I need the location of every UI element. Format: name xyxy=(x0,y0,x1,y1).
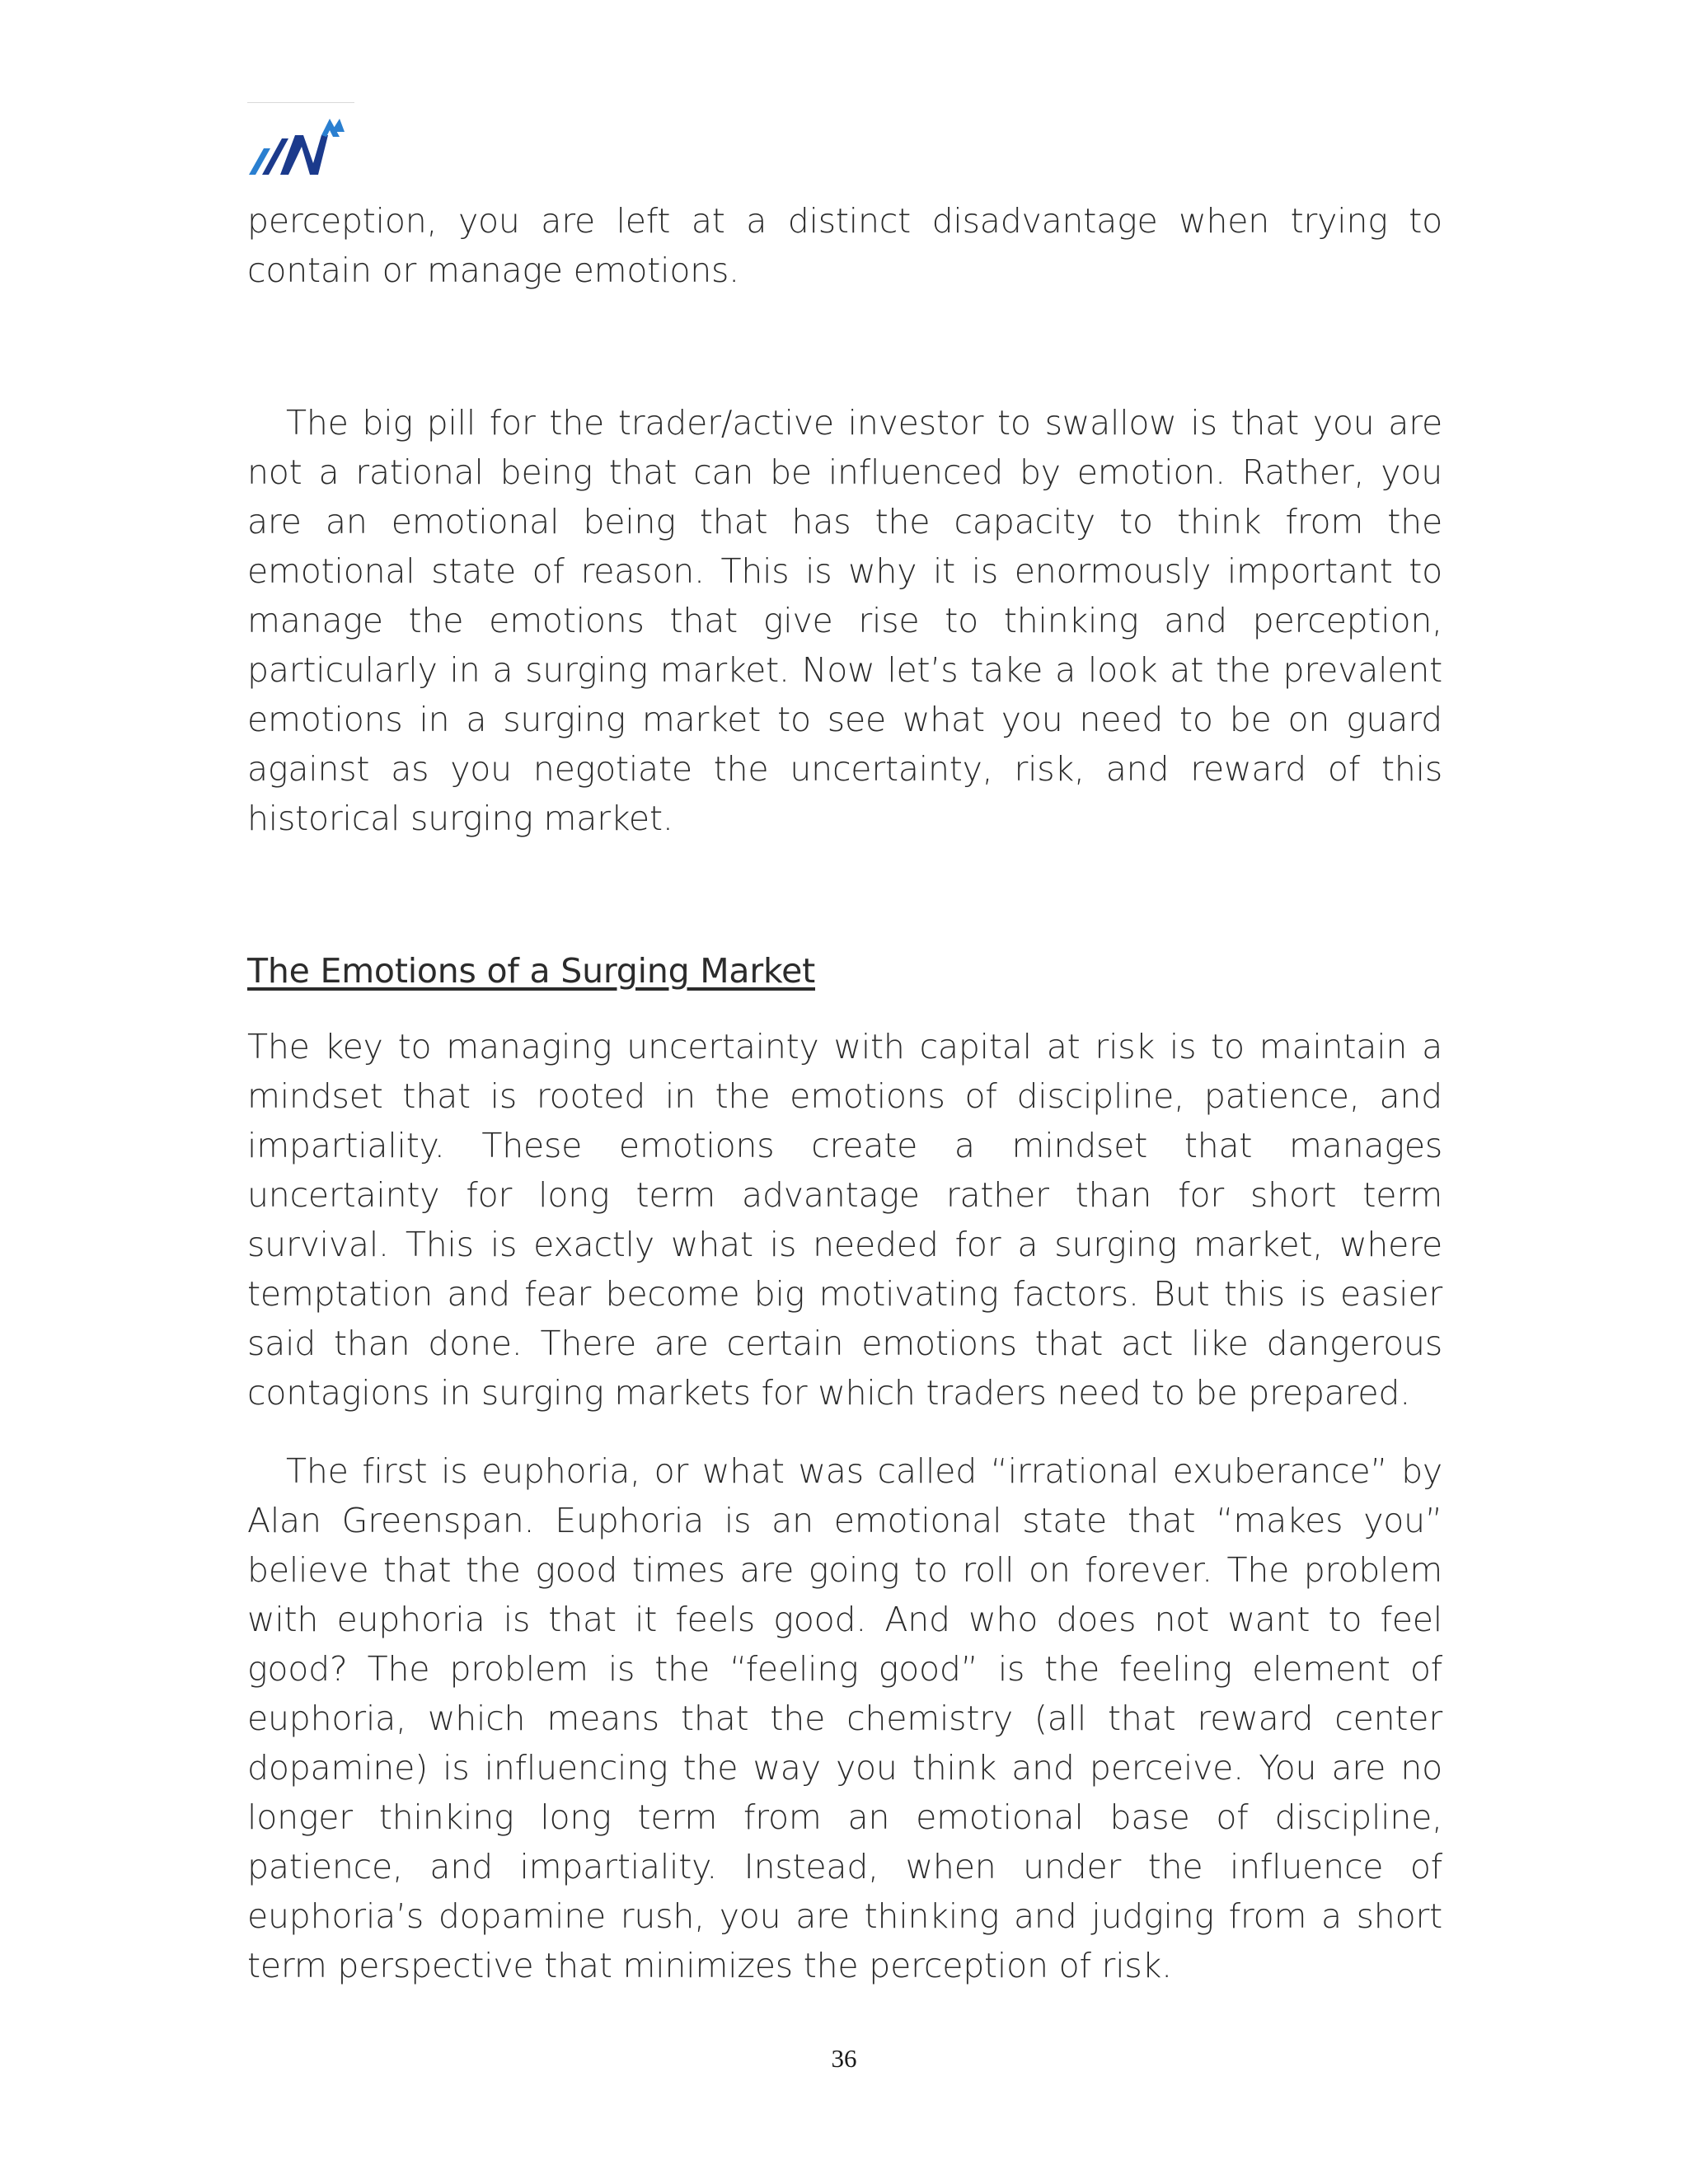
rising-chart-logo-icon xyxy=(247,115,354,181)
paragraph-continued: perception, you are left at a distinct disadvantage when trying to contain or manage emotions. xyxy=(247,201,1442,290)
page-number: 36 xyxy=(831,2044,857,2073)
header-divider xyxy=(247,102,354,103)
document-body xyxy=(247,196,1442,1990)
section-heading: The Emotions of a Surging Market xyxy=(247,951,815,991)
paragraph-big-pill: The big pill for the trader/active investor to swallow is that you are not a rational being that can be influenced by emotion. Rather, you are an emotional being that has the capacity to think from the emotional state of reason. This is why it is enormously important to manage the emotions that give rise to thinking and perception, particularly in a surging market. Now let’s take a look at the prevalent emotions in a surging market to see what you need to be on guard against as you negotiate the uncertainty, risk, and reward of this historical surging market. xyxy=(247,403,1442,838)
paragraph-key-to-managing: The key to managing uncertainty with capital at risk is to maintain a mindset that is rooted in the emotions of discipline, patience, and impartiality. These emotions create a mindset that manages uncertainty for long term advantage rather than for short term survival. This is exactly what is needed for a surging market, where temptation and fear become big motivating factors. But this is easier said than done. There are certain emotions that act like dangerous contagions in surging markets for which traders need to be prepared. xyxy=(247,1027,1442,1413)
paragraph-euphoria: The first is euphoria, or what was called “irrational exuberance” by Alan Greenspan. Euphoria is an emotional state that “makes you” believe that the good times are going to roll on forever. The problem with euphoria is that it feels good. And who does not want to feel good? The problem is the “feeling good” is the feeling element of euphoria, which means that the chemistry (all that reward center dopamine) is influencing the way you think and perceive. You are no longer thinking long term from an emotional base of discipline, patience, and impartiality. Instead, when under the influence of euphoria’s dopamine rush, you are thinking and judging from a short term perspective that minimizes the perception of risk. xyxy=(247,1451,1442,1985)
